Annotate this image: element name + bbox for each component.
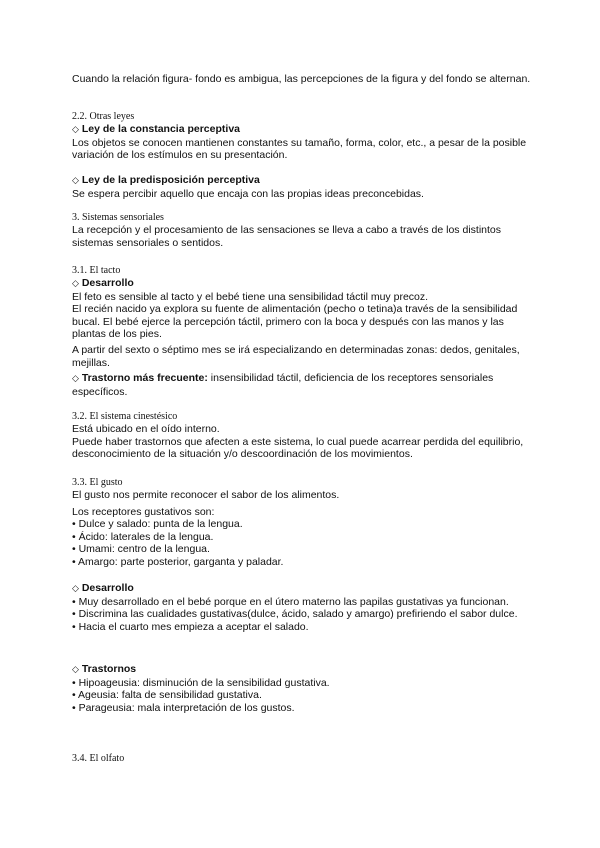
diamond-bullet-icon: ◇ bbox=[72, 665, 79, 675]
list-item: • Amargo: parte posterior, garganta y paladar. bbox=[72, 555, 284, 568]
section-heading: 3.4. El olfato bbox=[72, 753, 125, 764]
diamond-bullet-icon: ◇ bbox=[72, 584, 79, 594]
subsection-title bbox=[72, 582, 532, 596]
list-item: • Muy desarrollado en el bebé porque en el útero materno las papilas gustativas ya funcionan. bbox=[72, 595, 509, 608]
diamond-bullet-icon: ◇ bbox=[72, 279, 79, 289]
law-title bbox=[72, 174, 532, 188]
section-3-2 bbox=[72, 411, 532, 461]
subsection-title-text: Desarrollo bbox=[81, 582, 134, 594]
disorder-paragraph bbox=[72, 372, 532, 398]
intro-paragraph: Cuando la relación figura- fondo es ambigua, las percepciones de la figura y del fondo se alternan. bbox=[72, 73, 531, 85]
section-paragraph: La recepción y el procesamiento de las sensaciones se lleva a cabo a través de los distintos sistemas sensoriales o sentidos. bbox=[72, 224, 501, 249]
section-heading: 3.3. El gusto bbox=[72, 477, 123, 488]
list-item: • Hacia el cuarto mes empieza a aceptar el salado. bbox=[72, 620, 309, 633]
section-heading: 2.2. Otras leyes bbox=[72, 111, 135, 122]
diamond-bullet-icon: ◇ bbox=[72, 176, 79, 186]
list-item: • Hipoageusia: disminución de la sensibilidad gustativa. bbox=[72, 676, 330, 689]
diamond-bullet-icon: ◇ bbox=[72, 374, 79, 385]
section-heading: 3. Sistemas sensoriales bbox=[72, 212, 164, 223]
list-item: • Umami: centro de la lengua. bbox=[72, 543, 210, 556]
law-title bbox=[72, 123, 532, 137]
subsection-title-text: Desarrollo bbox=[81, 277, 134, 289]
law-text: Los objetos se conocen mantienen constantes su tamaño, forma, color, etc., a pesar de la posible variación de los estímulos en su presentación. bbox=[72, 136, 527, 162]
paragraph: El gusto nos permite reconocer el sabor de los alimentos. bbox=[72, 489, 340, 501]
subsection-title-text: Trastornos bbox=[81, 663, 137, 675]
list-item: • Parageusia: mala interpretación de los gustos. bbox=[72, 701, 295, 714]
disorder-text: insensibilidad táctil, deficiencia de los receptores sensoriales específicos. bbox=[72, 372, 494, 398]
section-heading: 3.1. El tacto bbox=[72, 265, 121, 276]
list-item: • Ácido: laterales de la lengua. bbox=[72, 530, 214, 543]
gusto-development bbox=[72, 582, 532, 633]
disorder-title: Trastorno más frecuente: bbox=[81, 372, 208, 385]
section-3 bbox=[72, 212, 532, 249]
paragraph: Puede haber trastornos que afecten a este sistema, lo cual puede acarrear perdida del equilibrio, desconocimiento de la situación y/o descoordinación de los movimientos. bbox=[72, 435, 524, 461]
paragraph: El recién nacido ya explora su fuente de alimentación (pecho o tetina)a través de la sensibilidad bucal. El bebé ejerce la percepción táctil, primero con la boca y después con las manos y las plantas de los pies. bbox=[72, 303, 518, 341]
paragraph: Los receptores gustativos son: bbox=[72, 505, 215, 518]
paragraph: El feto es sensible al tacto y el bebé tiene una sensibilidad táctil muy precoz. bbox=[72, 290, 429, 303]
list-item: • Ageusia: falta de sensibilidad gustativa. bbox=[72, 689, 262, 702]
intro-block bbox=[72, 73, 532, 86]
gusto-disorders bbox=[72, 663, 532, 714]
section-2-2 bbox=[72, 111, 532, 162]
section-heading: 3.2. El sistema cinestésico bbox=[72, 411, 178, 422]
diamond-bullet-icon: ◇ bbox=[72, 125, 79, 135]
law-predisposition bbox=[72, 174, 532, 200]
law-text: Se espera percibir aquello que encaja con las propias ideas preconcebidas. bbox=[72, 187, 424, 200]
paragraph: Está ubicado en el oído interno. bbox=[72, 423, 220, 435]
section-3-3 bbox=[72, 477, 532, 569]
subsection-title bbox=[72, 277, 532, 291]
section-3-1 bbox=[72, 265, 532, 398]
law-title-text: Ley de la constancia perceptiva bbox=[81, 123, 240, 135]
section-3-4 bbox=[72, 753, 532, 765]
list-item: • Dulce y salado: punta de la lengua. bbox=[72, 518, 243, 531]
paragraph: A partir del sexto o séptimo mes se irá especializando en determinadas zonas: dedos, genitales, mejillas. bbox=[72, 343, 520, 369]
subsection-title bbox=[72, 663, 532, 677]
law-title-text: Ley de la predisposición perceptiva bbox=[81, 174, 260, 186]
list-item: • Discrimina las cualidades gustativas(dulce, ácido, salado y amargo) prefiriendo el sabor dulce. bbox=[72, 608, 518, 621]
